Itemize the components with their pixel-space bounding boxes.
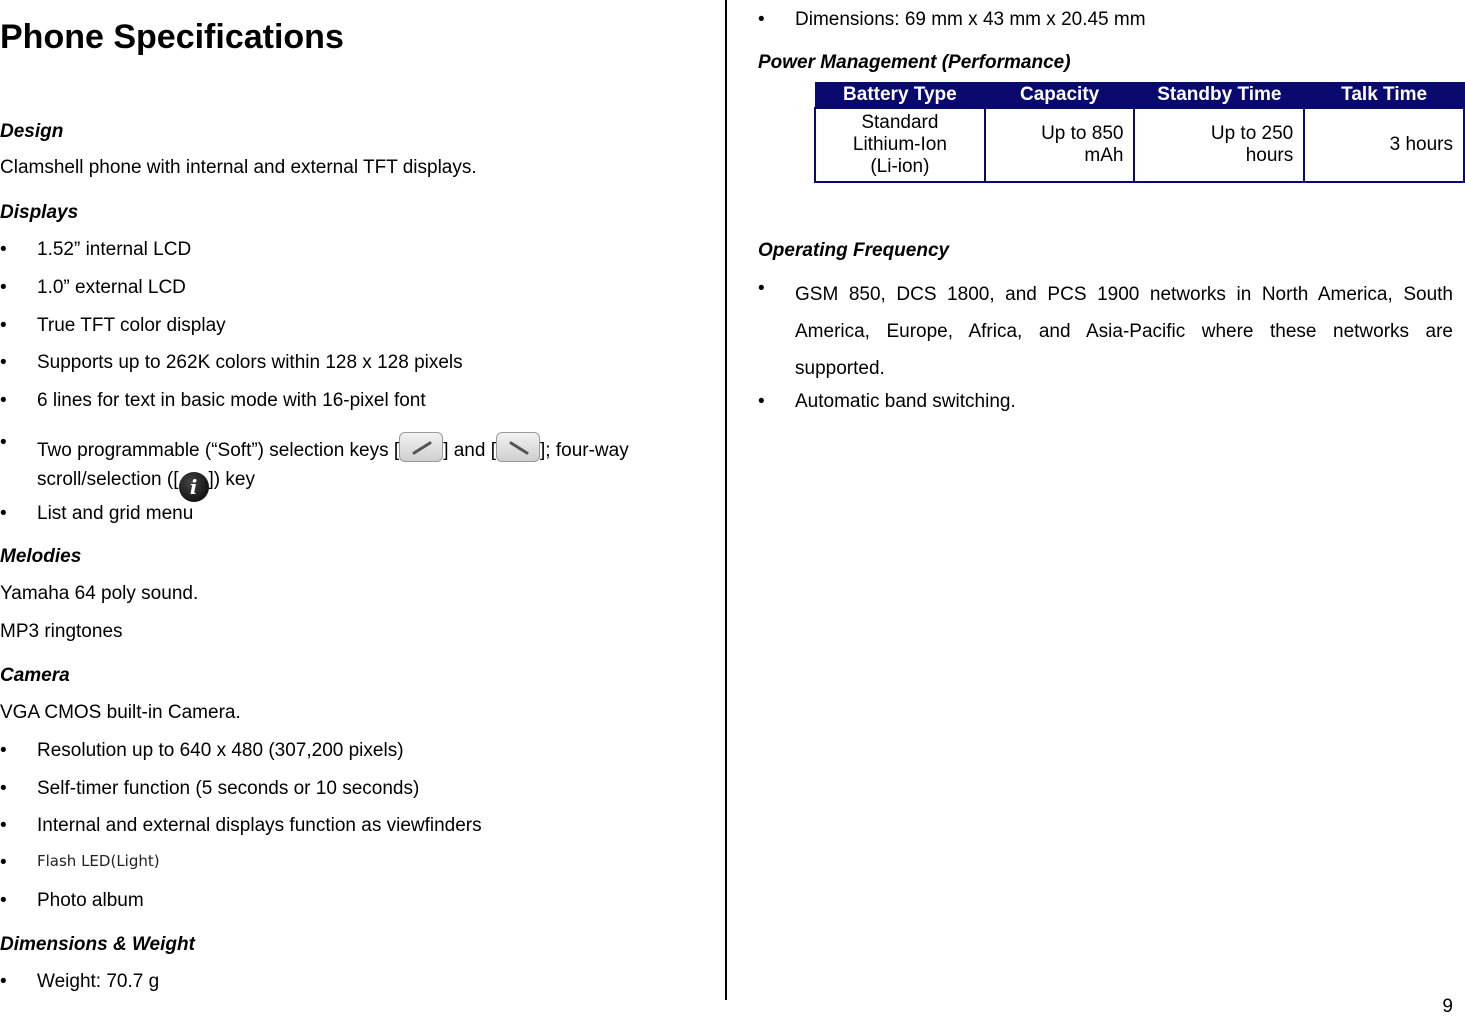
design-text: Clamshell phone with internal and external TFT displays.: [0, 157, 477, 178]
bullet-icon: •: [0, 890, 7, 911]
section-heading-melodies: Melodies: [0, 546, 82, 567]
section-heading-design: Design: [0, 121, 64, 142]
column-header: Standby Time: [1134, 83, 1304, 109]
section-heading-camera: Camera: [0, 665, 70, 686]
section-heading-power: Power Management (Performance): [758, 52, 1071, 73]
section-heading-displays: Displays: [0, 202, 79, 223]
melodies-line: Yamaha 64 poly sound.: [0, 583, 199, 604]
melodies-line: MP3 ringtones: [0, 621, 123, 642]
table-header-row: [815, 83, 1464, 109]
table-cell-talk: 3 hours: [1304, 108, 1464, 182]
column-header: Battery Type: [815, 83, 985, 109]
bullet-icon: •: [758, 9, 765, 30]
bullet-icon: •: [0, 390, 7, 411]
info-navigation-key-icon: i: [179, 472, 209, 502]
bullet-icon: •: [0, 503, 7, 524]
bullet-icon: •: [0, 352, 7, 373]
bullet-icon: •: [758, 391, 765, 412]
bullet-icon: •: [0, 815, 7, 836]
table-cell-battery: Standard Lithium-Ion (Li-ion): [815, 108, 985, 182]
section-heading-dimensions: Dimensions & Weight: [0, 934, 195, 955]
right-softkey-icon: [496, 432, 540, 462]
left-softkey-icon: [399, 432, 443, 462]
bullet-icon: •: [0, 315, 7, 336]
camera-text: VGA CMOS built-in Camera.: [0, 702, 241, 723]
softkeys-line2: scroll/selection ([ i ]) key: [37, 469, 255, 502]
bullet-icon: •: [0, 852, 7, 873]
column-divider: [725, 0, 727, 1000]
bullet-icon: •: [0, 239, 7, 260]
table-cell-capacity: Up to 850 mAh: [985, 108, 1135, 182]
bullet-icon: •: [0, 432, 7, 453]
table-row: [815, 108, 1464, 182]
page-title: Phone Specifications: [0, 18, 344, 56]
bullet-icon: •: [0, 740, 7, 761]
section-heading-frequency: Operating Frequency: [758, 240, 950, 261]
table-cell-standby: Up to 250 hours: [1134, 108, 1304, 182]
bullet-icon: •: [0, 778, 7, 799]
bullet-icon: •: [0, 277, 7, 298]
battery-table: [814, 82, 1465, 183]
column-header: Capacity: [985, 83, 1135, 109]
page-number: 9: [1442, 996, 1453, 1017]
frequency-text: GSM 850, DCS 1800, and PCS 1900 networks in North America, South America, Europe, Africa, and Asia-Pacific where these networks are supported.: [795, 284, 1453, 379]
bullet-icon: •: [0, 971, 7, 992]
column-header: Talk Time: [1304, 83, 1464, 109]
